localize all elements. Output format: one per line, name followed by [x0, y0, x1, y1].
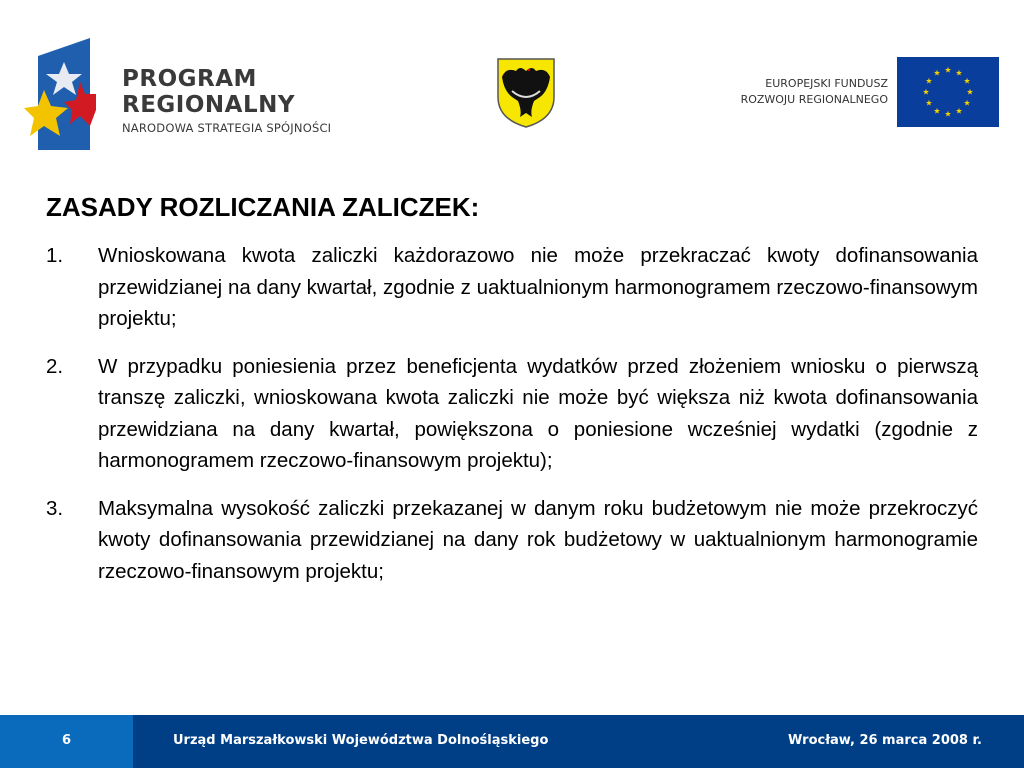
page-number-box: [0, 715, 133, 768]
efrr-line2: ROZWOJU REGIONALNEGO: [740, 93, 888, 106]
program-regionalny-flag-icon: [24, 38, 96, 150]
list-item: [46, 351, 978, 477]
page-number: 6: [61, 733, 72, 748]
regionalny-line: REGIONALNY: [122, 92, 296, 118]
slide-header: [0, 0, 1024, 170]
footer-date: Wrocław, 26 marca 2008 r.: [788, 733, 982, 748]
strategy-line: NARODOWA STRATEGIA SPÓJNOŚCI: [122, 121, 332, 135]
program-line: PROGRAM: [122, 66, 257, 92]
list-item-number: 3.: [46, 496, 64, 520]
list-item-number: 1.: [46, 244, 64, 267]
slide-title: ZASADY ROZLICZANIA ZALICZEK:: [46, 192, 480, 222]
list-item-text: Wnioskowana kwota zaliczki każdorazowo nie może przekraczać kwoty dofinansowania przewidzianej na dany kwartał, zgodnie z uaktualnionym harmonogramem rzeczowo-finansowym projektu;: [98, 244, 978, 330]
rules-list: [46, 240, 978, 603]
efrr-text: [700, 76, 888, 108]
list-item: [46, 240, 978, 335]
program-regionalny-logo: [24, 38, 384, 153]
list-item-text: W przypadku poniesienia przez beneficjenta wydatków przed złożeniem wniosku o pierwszą transzę zaliczki, wnioskowana kwota zaliczki nie może być większa niż kwota dofinansowania przewidziana na dany kwartał, powiększona o poniesione wcześniej wydatki (zgodnie z harmonogramem rzeczowo-finansowym projektu);: [98, 354, 978, 472]
list-item-number: 2.: [46, 354, 64, 378]
program-regionalny-text: [122, 66, 331, 135]
slide-footer: [0, 715, 1024, 768]
efrr-line1: EUROPEJSKI FUNDUSZ: [765, 77, 888, 90]
list-item-text: Maksymalna wysokość zaliczki przekazanej w danym roku budżetowym nie może przekroczyć kwoty dofinansowania przewidzianej na dany rok budżetowy w uaktualnionym harmonogramie rzeczowo-finansowym projektu;: [98, 496, 978, 583]
footer-office: Urząd Marszałkowski Województwa Dolnośląskiego: [173, 733, 549, 748]
eu-flag-icon: [897, 57, 999, 127]
coat-of-arms-icon: [496, 57, 556, 129]
list-item: [46, 493, 978, 588]
